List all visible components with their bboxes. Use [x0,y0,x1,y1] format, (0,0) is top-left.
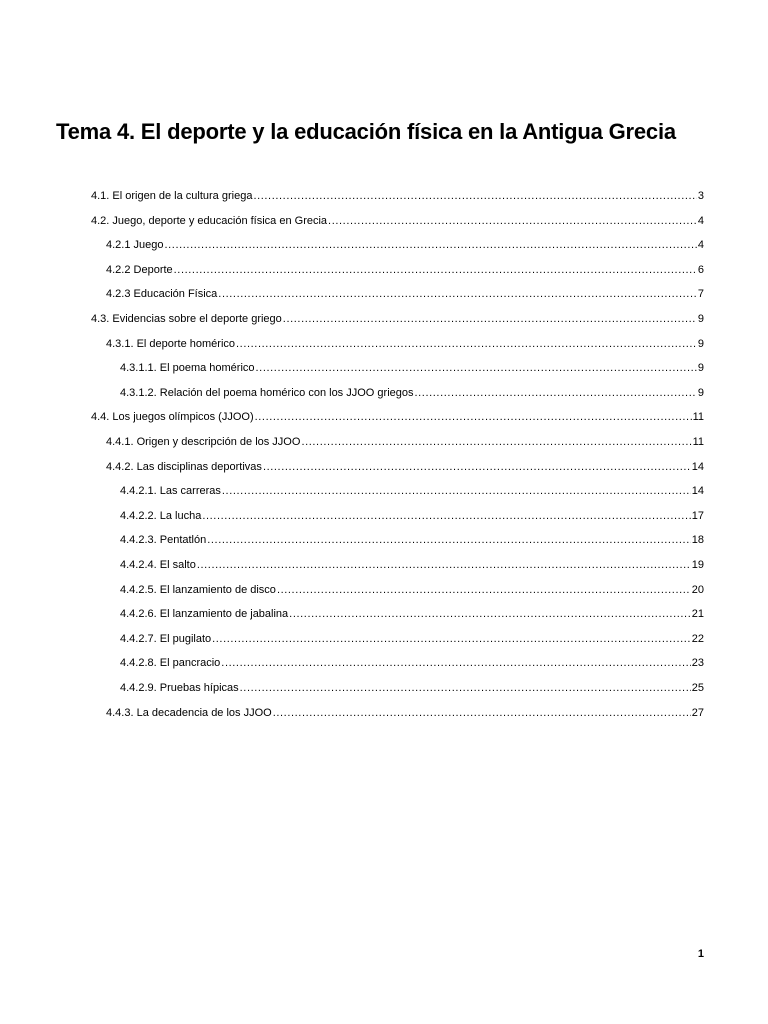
toc-entry[interactable] [120,556,704,574]
toc-entry-label: 4.2. Juego, deporte y educación física en Grecia [91,214,328,227]
page-number: 1 [697,948,704,960]
toc-dot-leader [289,605,691,623]
toc-entry[interactable] [120,384,704,402]
toc-entry-label: 4.3.1.2. Relación del poema homérico con los JJOO griegos [120,386,414,399]
toc-entry[interactable] [120,531,704,549]
toc-dot-leader [277,581,691,599]
toc-entry-label: 4.3.1.1. El poema homérico [120,362,255,375]
toc-dot-leader [202,507,690,525]
toc-dot-leader [240,679,691,697]
toc-entry-label: 4.2.3 Educación Física [106,288,218,301]
toc-entry-page: 14 [691,460,704,473]
toc-entry-label: 4.4.2.9. Pruebas hípicas [120,682,239,694]
toc-entry-page: 21 [691,608,704,621]
toc-entry-page: 20 [691,583,704,596]
toc-entry-label: 4.4.2.8. El pancracio [120,657,221,670]
toc-dot-leader [255,408,692,426]
toc-dot-leader [174,261,697,279]
toc-entry-page: 9 [697,313,704,325]
toc-entry[interactable] [120,359,704,377]
toc-entry-label: 4.2.1 Juego [106,239,164,252]
toc-entry-label: 4.4.2.2. La lucha [120,509,202,522]
toc-entry-page: 9 [697,386,704,399]
toc-entry-page: 9 [697,362,704,375]
toc-entry-page: 14 [691,485,704,498]
toc-entry[interactable] [106,335,704,353]
toc-entry-label: 4.4.2.4. El salto [120,559,196,571]
toc-entry-label: 4.2.2 Deporte [106,263,173,276]
toc-entry-label: 4.4.3. La decadencia de los JJOO [106,706,272,719]
toc-entry-label: 4.3.1. El deporte homérico [106,337,236,350]
toc-entry[interactable] [120,605,704,623]
toc-entry[interactable] [91,310,704,328]
toc-entry-page: 7 [697,288,704,301]
toc-entry[interactable] [106,458,704,476]
toc-dot-leader [283,310,697,328]
toc-entry-page: 11 [692,436,704,448]
toc-entry[interactable] [91,212,704,230]
toc-dot-leader [212,630,691,648]
toc-dot-leader [221,654,690,672]
toc-entry-label: 4.4.2.5. El lanzamiento de disco [120,583,276,596]
toc-entry-page: 18 [691,534,704,547]
toc-entry-label: 4.4.2.6. El lanzamiento de jabalina [120,608,289,621]
toc-entry[interactable] [120,630,704,648]
toc-dot-leader [273,704,691,722]
toc-entry-page: 6 [697,263,704,276]
toc-entry-label: 4.4.2. Las disciplinas deportivas [106,460,262,473]
toc-dot-leader [253,187,696,205]
toc-entry[interactable] [120,581,704,599]
toc-entry-page: 9 [697,337,704,350]
toc-dot-leader [263,458,691,476]
toc-entry[interactable] [120,482,704,500]
toc-entry[interactable] [91,187,704,205]
toc-entry[interactable] [106,433,704,451]
toc-dot-leader [165,236,697,254]
toc-dot-leader [328,212,697,230]
toc-entry-page: 4 [697,239,704,252]
toc-entry-page: 27 [691,706,704,719]
toc-entry-page: 17 [691,509,704,522]
toc-dot-leader [222,482,691,500]
toc-entry-page: 23 [691,657,704,670]
toc-entry[interactable] [120,654,704,672]
toc-dot-leader [256,359,697,377]
toc-entry[interactable] [91,408,704,426]
toc-dot-leader [236,335,697,353]
toc-dot-leader [301,433,691,451]
toc-entry-label: 4.4.1. Origen y descripción de los JJOO [106,436,301,448]
toc-entry[interactable] [120,507,704,525]
toc-entry-label: 4.1. El origen de la cultura griega [91,190,253,202]
toc-entry-page: 25 [691,682,704,694]
toc-entry-label: 4.4.2.1. Las carreras [120,485,221,498]
toc-entry-page: 4 [697,214,704,227]
toc-entry-page: 19 [691,559,704,571]
toc-entry-label: 4.3. Evidencias sobre el deporte griego [91,313,282,325]
toc-dot-leader [197,556,691,574]
toc-entry-label: 4.4. Los juegos olímpicos (JJOO) [91,411,254,424]
toc-dot-leader [415,384,697,402]
toc-entry[interactable] [106,285,704,303]
toc-entry[interactable] [106,261,704,279]
toc-entry-page: 11 [692,411,704,424]
toc-entry-page: 3 [697,190,704,202]
toc-entry[interactable] [120,679,704,697]
toc-dot-leader [207,531,691,549]
toc-entry-label: 4.4.2.7. El pugilato [120,632,212,645]
toc-entry[interactable] [106,236,704,254]
page-title: Tema 4. El deporte y la educación física en la Antigua Grecia [56,118,676,144]
toc-entry[interactable] [106,704,704,722]
toc-entry-page: 22 [691,632,704,645]
toc-dot-leader [218,285,697,303]
toc-entry-label: 4.4.2.3. Pentatlón [120,534,207,547]
